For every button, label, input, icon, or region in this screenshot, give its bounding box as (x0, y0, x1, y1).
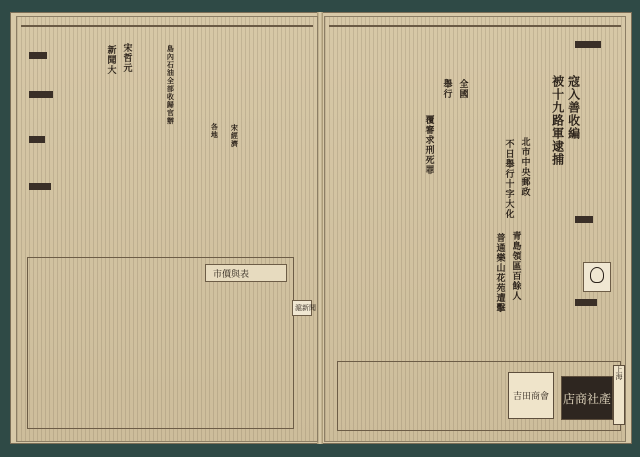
right-bottom-side-ad: 上海 (613, 365, 625, 425)
left-market-table (27, 257, 294, 429)
right-headline-7: 不日舉行十字大化 (503, 139, 514, 219)
right-headline-3: 覆審求刑死罪 (423, 115, 434, 175)
right-bottom-brand-ad (561, 376, 613, 420)
right-illustration-icon (590, 267, 604, 283)
left-page (16, 16, 318, 442)
right-headline-2: 被十九路軍逮捕 (550, 75, 565, 166)
left-headline-5: 各地 (210, 123, 220, 139)
right-bottom-brand-text: 店商社產 (562, 391, 611, 406)
left-ad-title: 市價與表 (213, 270, 250, 280)
right-illustration-box (583, 262, 611, 292)
right-page-header-rule (329, 25, 621, 27)
newspaper-spread (10, 12, 632, 444)
right-bottom-company-ad (508, 372, 554, 419)
left-headline-3: 島內石油全部收歸官辦 (166, 45, 176, 125)
left-page-header-rule (21, 25, 313, 27)
right-page (324, 16, 626, 442)
left-bottom-label: 滬新聞 (295, 304, 316, 312)
right-headline-9: 普通樂山花苑遭擊 (494, 233, 505, 313)
left-headline-4: 宋經濟 (230, 124, 240, 148)
right-bottom-company-text: 吉田商會 (512, 392, 549, 402)
right-headline-6: 北市中央郵政 (519, 137, 530, 197)
right-headline-5: 舉行 (441, 79, 452, 99)
left-headline-1: 宋哲元 (121, 43, 132, 73)
right-headline-8: 青島領區百餘人 (510, 231, 521, 301)
right-headline-1: 寇入善收編 (566, 75, 581, 140)
right-headline-4: 全國 (457, 79, 468, 99)
left-headline-2: 新聞大 (105, 45, 116, 75)
